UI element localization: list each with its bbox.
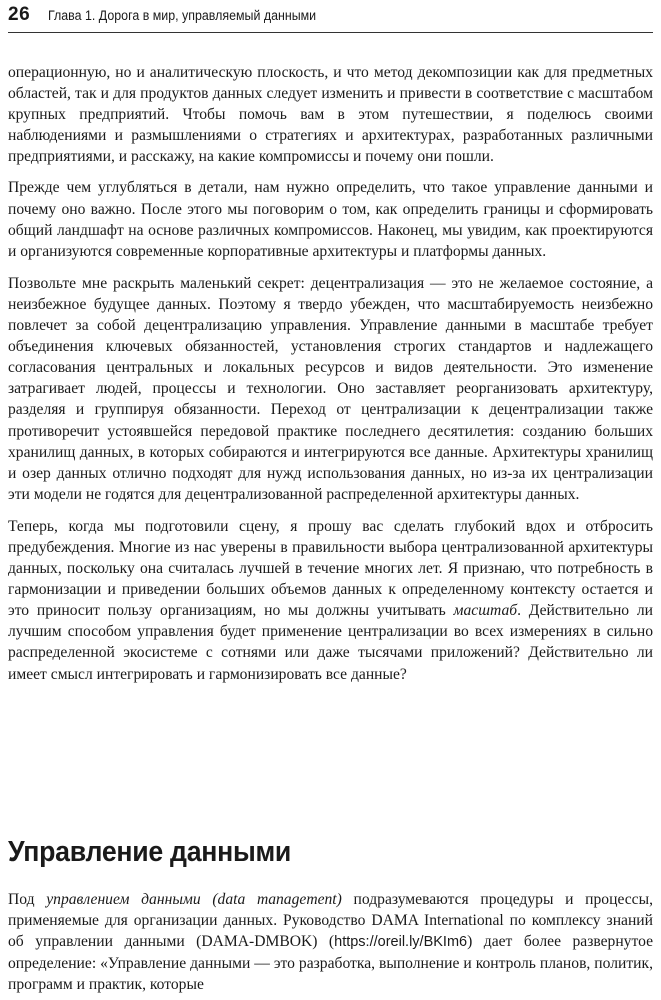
dama-dmbok-link[interactable]: https://oreil.ly/BKIm6 xyxy=(334,934,468,951)
section-paragraph xyxy=(8,889,653,995)
paragraph-1: операционную, но и аналитическую плоскость, и что метод декомпозиции как для предметных областей, так и для продуктов данных следует изменить и привести в соответствие с масштабом крупных предприятий. Чтобы помочь вам в этом путешествии, я поделюсь своими наблюдениями и размышлениями о стратегиях и архитектурах, разработанных различными предприятиями, и расскажу, на какие компромиссы и почему они пошли. xyxy=(8,64,653,166)
paragraph-4-text-a: Теперь, когда мы подготовили сцену, я прошу вас сделать глубокий вдох и отбросить предубеждения. Многие из нас уверены в правильности выбора централизованной архитектуры данных, поскольку она считалась лучшей в течение многих лет. Я признаю, что потребность в гармонизации и приведении больших объемов данных к определенному контексту остается и это приносит пользу организациям, но мы должны учитывать xyxy=(8,517,653,620)
paragraph-4-text-b: . Действительно ли лучшим способом управления будет применение централизации во всех измерениях в сильно распределенной экосистеме с сотнями или даже тысячами приложений? Действительно ли имеет смысл интегрировать и гармонизировать все данные? xyxy=(8,602,654,683)
page-number: 26 xyxy=(8,4,31,25)
header-rule xyxy=(8,32,653,33)
paragraph-3: Позвольте мне раскрыть маленький секрет: децентрализация — это не желаемое состояние, а неизбежное будущее данных. Поэтому я твердо убежден, что масштабируемость неизбежно повлечет за собой децентрализацию управления. Управление данными в масштабе требует объединения ключевых обязанностей, установления строгих стандартов и надлежащего согласования центральных и локальных ресурсов и видов деятельности. Это изменение затрагивает людей, процессы и технологии. Оно заставляет реорганизовать архитектуру, разделяя и группируя обязанности. Переход от централизации к децентрализации также противоречит устоявшейся передовой практике последнего десятилетия: созданию больших хранилищ данных, в которых собираются и интегрируются все данные. Архитектуры хранилищ и озер данных отлично подходят для нужд использования данных, но из-за их централизации эти модели не годятся для децентрализованной распределенной архитектуры данных. xyxy=(8,274,653,503)
section-heading: Управление данными xyxy=(8,836,292,868)
paragraph-2: Прежде чем углубляться в детали, нам нужно определить, что такое управление данными и почему оно важно. После этого мы поговорим о том, как определить границы и сформировать общий ландшафт на основе различных компромиссов. Наконец, мы увидим, как проектируются и организуются современные корпоративные архитектуры и платформы данных. xyxy=(8,179,653,260)
body-text xyxy=(8,62,653,696)
emphasis-scale: масштаб xyxy=(453,602,518,620)
section-body xyxy=(8,889,653,995)
paragraph-4 xyxy=(8,516,653,685)
section-text-a: Под xyxy=(8,891,47,908)
emphasis-data-management: управлением данными (data management) xyxy=(46,891,342,908)
section-text-b: подразумеваются процедуры и процессы, применяемые для организации данных. Руководство DAMA International по комплексу знаний об управлении данными (DAMA-DMBOK) ( xyxy=(8,891,653,951)
page-header xyxy=(8,4,653,32)
running-head: Глава 1. Дорога в мир, управляемый данными xyxy=(48,8,317,23)
section-text-c: ) дает более развернутое определение: «Управление данными — это разработка, выполнение и контроль планов, политик, программ и практик, которые xyxy=(8,933,653,994)
